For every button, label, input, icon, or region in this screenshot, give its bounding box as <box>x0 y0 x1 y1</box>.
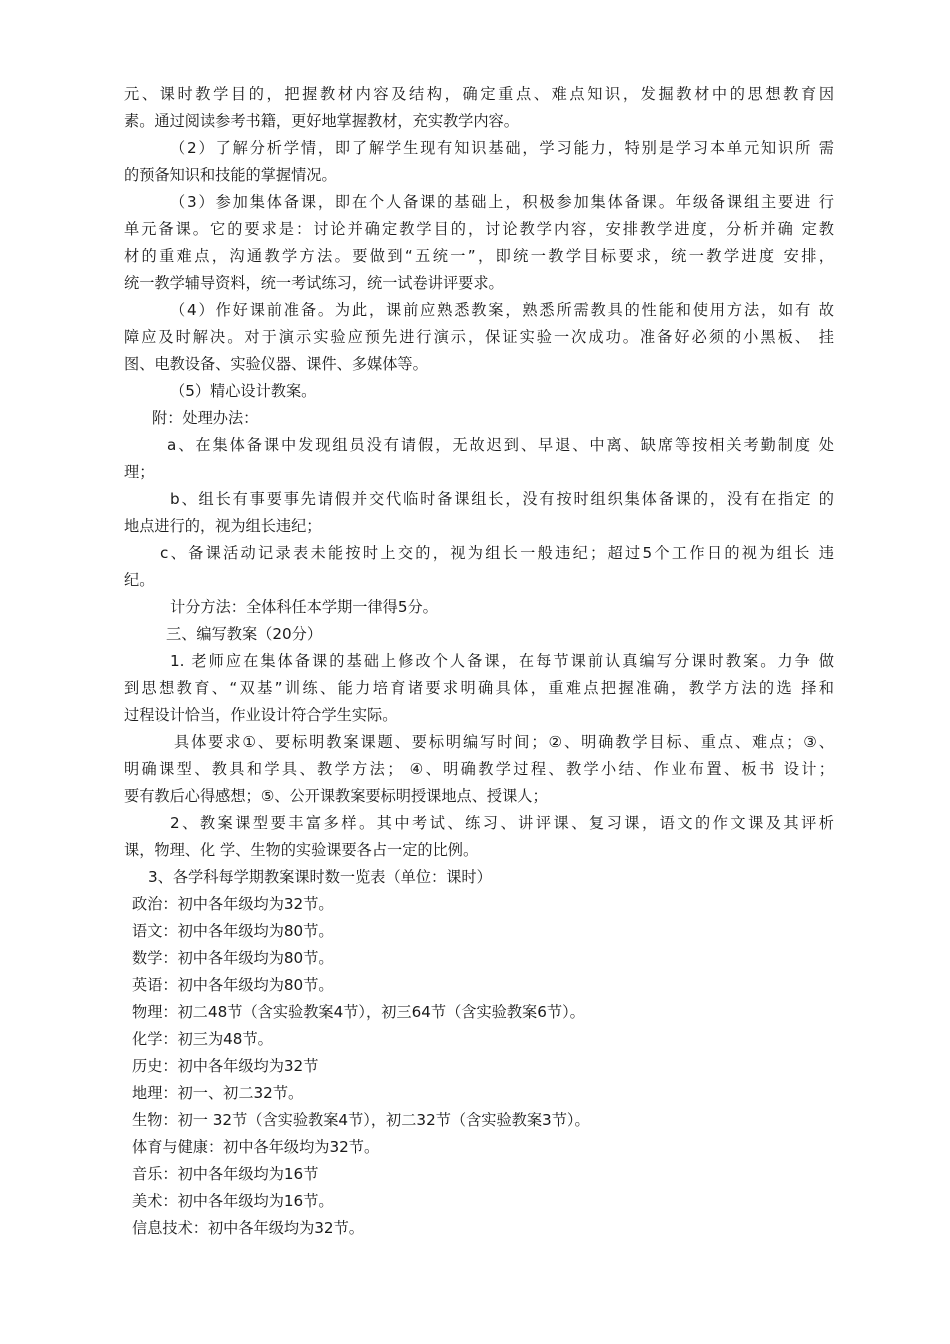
text-line: 材的重难点，沟通教学方法。要做到“五统一”，即统一教学目标要求，统一教学进度 安排， <box>124 247 834 265</box>
text-line: 数学：初中各年级均为80节。 <box>132 949 334 967</box>
text-line: 计分方法：全体科任本学期一律得5分。 <box>170 598 438 616</box>
text-line: 统一教学辅导资料，统一考试练习，统一试卷讲评要求。 <box>124 274 504 292</box>
text-line: 理； <box>124 463 155 481</box>
text-line: 障应及时解决。对于演示实验应预先进行演示，保证实验一次成功。准备好必须的小黑板、 挂 <box>124 328 834 346</box>
text-line: 美术：初中各年级均为16节。 <box>132 1192 334 1210</box>
text-line: 英语：初中各年级均为80节。 <box>132 976 334 994</box>
text-line: 明确课型、教具和学具、教学方法； ④、明确教学过程、教学小结、作业布置、板书 设计； <box>124 760 834 778</box>
text-line: 纪。 <box>124 571 155 589</box>
text-line: 过程设计恰当，作业设计符合学生实际。 <box>124 706 398 724</box>
text-line: a、在集体备课中发现组员没有请假，无故迟到、早退、中离、缺席等按相关考勤制度 处 <box>167 436 834 454</box>
text-line: 1. 老师应在集体备课的基础上修改个人备课，在每节课前认真编写分课时教案。力争 做 <box>170 652 834 670</box>
text-line: 的预备知识和技能的掌握情况。 <box>124 166 337 184</box>
text-line: （4）作好课前准备。为此，课前应熟悉教案，熟悉所需教具的性能和使用方法，如有 故 <box>170 301 834 319</box>
text-line: 生物：初一 32节（含实验教案4节），初二32节（含实验教案3节）。 <box>132 1111 590 1129</box>
text-line: 历史：初中各年级均为32节 <box>132 1057 319 1075</box>
text-line: 2、教案课型要丰富多样。其中考试、练习、讲评课、复习课，语文的作文课及其评析 <box>170 814 834 832</box>
text-line: c、备课活动记录表未能按时上交的，视为组长一般违纪；超过5个工作日的视为组长 违 <box>160 544 834 562</box>
text-line: 地理：初一、初二32节。 <box>132 1084 304 1102</box>
text-line: 音乐：初中各年级均为16节 <box>132 1165 319 1183</box>
text-line: 元、课时教学目的，把握教材内容及结构，确定重点、难点知识，发掘教材中的思想教育因 <box>124 85 834 103</box>
text-line: 课，物理、化 学、生物的实验课要各占一定的比例。 <box>124 841 479 859</box>
text-line: 具体要求①、要标明教案课题、要标明编写时间；②、明确教学目标、重点、难点；③、 <box>174 733 834 751</box>
text-line: 到思想教育、“双基”训练、能力培育诸要求明确具体，重难点把握准确，教学方法的选 择和 <box>124 679 834 697</box>
text-line: 物理：初二48节（含实验教案4节），初三64节（含实验教案6节）。 <box>132 1003 585 1021</box>
text-line: （2）了解分析学情，即了解学生现有知识基础，学习能力，特别是学习本单元知识所 需 <box>170 139 834 157</box>
text-line: 政治：初中各年级均为32节。 <box>132 895 334 913</box>
text-line: 单元备课。它的要求是：讨论并确定教学目的，讨论教学内容，安排教学进度，分析并确 定教 <box>124 220 834 238</box>
text-line: 素。通过阅读参考书籍，更好地掌握教材，充实教学内容。 <box>124 112 519 130</box>
text-line: 化学：初三为48节。 <box>132 1030 273 1048</box>
text-line: 图、电教设备、实验仪器、课件、多媒体等。 <box>124 355 428 373</box>
text-line: （3）参加集体备课，即在个人备课的基础上，积极参加集体备课。年级备课组主要进 行 <box>170 193 834 211</box>
text-line: 附：处理办法： <box>152 409 259 427</box>
text-line: 3、各学科每学期教案课时数一览表（单位：课时） <box>148 868 492 886</box>
text-line: 地点进行的，视为组长违纪； <box>124 517 322 535</box>
text-line: 体育与健康：初中各年级均为32节。 <box>132 1138 380 1156</box>
text-line: （5）精心设计教案。 <box>170 382 317 400</box>
text-line: 信息技术：初中各年级均为32节。 <box>132 1219 364 1237</box>
text-line: 三、编写教案（20分） <box>166 625 323 643</box>
text-line: b、组长有事要事先请假并交代临时备课组长，没有按时组织集体备课的，没有在指定 的 <box>170 490 834 508</box>
text-line: 要有教后心得感想；⑤、公开课教案要标明授课地点、授课人； <box>124 787 548 805</box>
text-line: 语文：初中各年级均为80节。 <box>132 922 334 940</box>
